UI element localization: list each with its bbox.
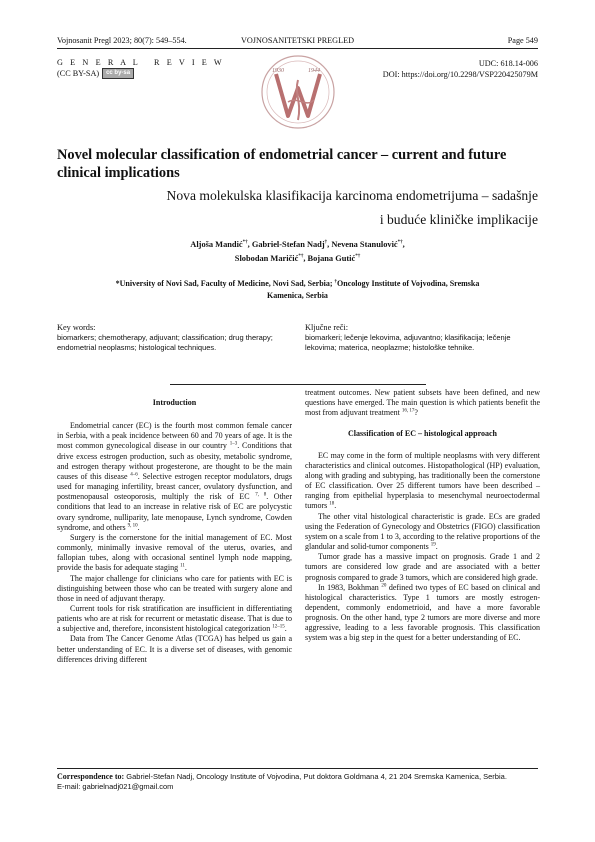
section-heading-classification: Classification of EC – histological approach xyxy=(348,429,497,439)
keywords-sr xyxy=(305,323,540,353)
citation-ref: 20 xyxy=(381,583,387,588)
author-affil-mark: *† xyxy=(355,254,361,260)
license xyxy=(57,68,134,79)
citation-ref: 7, 8 xyxy=(255,492,267,498)
author-affil-mark: *† xyxy=(242,240,248,246)
author-affil-mark: *† xyxy=(298,254,304,260)
affil-text: University of Novi Sad, Faculty of Medicine, Novi Sad, Serbia; xyxy=(119,279,333,288)
cc-by-sa-badge-icon: cc by-sa xyxy=(102,68,134,79)
running-header-page: Page 549 xyxy=(507,36,538,45)
citation-ref: 11 xyxy=(180,563,185,569)
section-heading-introduction: Introduction xyxy=(152,398,197,407)
paragraph: In 1983, Bokhman $^{20}$ defined two types of EC based on clinical and histological characteristics. Type 1 tumors are mostly estrogen-dependent, commonly endometrioid, and have a more favorable prognosis. On the other hand, type 2 tumors are more diverse and more aggressive, leading to a less favorable prognosis. This classification system was a big step in the quest for a better understanding of EC. xyxy=(305,582,540,643)
keywords-en xyxy=(57,323,297,353)
subtitle-line-1: Nova molekulska klasifikacija karcinoma endometrijuma – sadašnje xyxy=(166,188,538,203)
paragraph: Data from The Cancer Genome Atlas (TCGA) has helped us gain a better understanding of EC. It is a diverse set of diseases, with genomic differences driving different xyxy=(57,634,292,664)
citation-ref: 19 xyxy=(430,542,436,548)
keywords-text: biomarkers; chemotherapy, adjuvant; classification; drug therapy; endometrial neoplasms; histological techniques. xyxy=(57,333,273,352)
citation-ref: 12–15 xyxy=(272,624,285,630)
left-column xyxy=(57,398,292,665)
journal-logo-icon xyxy=(258,50,338,134)
paragraph: Tumor grade has a massive impact on prognosis. Grade 1 and 2 tumors are considered low grade and are associated with a better prognosis compared to grade 3 tumors, which are considered high grade. xyxy=(305,552,540,582)
subtitle-line-2: i buduće kliničke implikacije xyxy=(379,212,538,227)
author-name: Slobodan Maričić xyxy=(234,254,299,263)
author-name: Aljoša Mandić xyxy=(190,240,243,249)
paragraph: Current tools for risk stratification are insufficient in differentiating patients who are at risk for recurrent or metastatic disease. That is due to a subjective and, therefore, inconsistent histological categorization $^{12-15}$. xyxy=(57,603,292,634)
license-text: (CC BY-SA) xyxy=(57,69,100,78)
section-divider xyxy=(170,384,426,385)
header-rule xyxy=(57,48,538,49)
footer-rule xyxy=(57,768,538,769)
article-subtitle xyxy=(98,184,538,232)
udc: UDC: 618.14-006 xyxy=(478,59,538,68)
paragraph: The major challenge for clinicians who care for patients with EC is distinguishing between those who can be treated with surgery alone and those in need of adjuvant therapy. xyxy=(57,573,292,603)
author-name: Bojana Gutić xyxy=(307,254,356,263)
paragraph: The other vital histological characteristic is grade. ECs are graded using the Federation of Gynecology and Obstetrics (FIGO) classification system on a scale from 1 to 3, according to the relative proportions of the glandular and solid-tumor components $^{19}$. xyxy=(305,511,540,552)
author-affil-mark: † xyxy=(324,240,328,246)
udc-doi-block xyxy=(383,58,538,80)
citation-ref: 9, 10 xyxy=(127,523,138,529)
article-type: G E N E R A L R E V I E W xyxy=(57,58,225,67)
author-name: Gabriel-Stefan Nadj xyxy=(251,240,325,249)
citation-ref: 4–6 xyxy=(130,472,138,478)
paragraph: Endometrial cancer (EC) is the fourth most common female cancer in Serbia, with a peak incidence between 60 and 70 years of age. It is the most common gynecological disease in our country $^{1-3}$. Conditions that drive excess estrogen production, such as obesity, metabolic syndrome, and estrogen therapy without progesterone, are thought to be the main causes of this disease $^{4-6}$. Selective estrogen receptor modulators, drugs used for managing infertility, breast cancer, ovulatory dysfunction, and postmenopausal osteoporosis, multiply the risk of EC $^{7, 8}$. Other conditions that lead to an increase in relative risk of EC are polycystic ovary syndrome, nulliparity, late menopause, Lynch syndrome, Cowden syndrome, and others $^{9, 10}$. xyxy=(57,421,293,532)
correspondence-label: Correspondence to: xyxy=(57,772,125,781)
doi-link[interactable]: DOI: https://doi.org/10.2298/VSP220425079M xyxy=(382,70,538,79)
correspondence-note xyxy=(57,772,537,792)
running-header-citation: Vojnosanit Pregl 2023; 80(7): 549–554. xyxy=(57,36,187,45)
keywords-heading: Key words: xyxy=(57,323,96,332)
paragraph: Surgery is the cornerstone for the initial management of EC. Most commonly, minimally invasive removal of the uterus, ovaries, and fallopian tubes, along with occasional sentinel lymph node mapping, provide the basis for adequate staging $^{11}$. xyxy=(57,532,292,573)
article-title: Novel molecular classification of endometrial cancer – current and future clinical implications xyxy=(57,147,507,181)
author-affil-mark: *† xyxy=(397,240,403,246)
author-name: Nevena Stanulović xyxy=(331,240,398,249)
keywords-heading: Ključne reči: xyxy=(305,323,349,332)
right-column xyxy=(305,388,540,644)
author-list: Aljoša Mandić*†, Gabriel-Stefan Nadj†, Nevena Stanulović*†, Slobodan Maričić*†, Bojana Gutić*† xyxy=(190,240,405,263)
logo-year-left: 1930 xyxy=(272,68,284,74)
affiliations xyxy=(110,278,485,301)
logo-year-right: 1944 xyxy=(308,68,320,74)
correspondence-text: Gabriel-Stefan Nadj, Oncology Institute of Vojvodina, Put doktora Goldmana 4, 21 204 Sremska Kamenica, Serbia. xyxy=(124,772,507,781)
affil-text: Oncology Institute of Vojvodina, Sremska Kamenica, Serbia xyxy=(267,279,480,300)
running-header-journal: VOJNOSANITETSKI PREGLED xyxy=(240,36,355,45)
keywords-text: biomarkeri; lečenje lekovima, adjuvantno; klasifikacija; lečenje lekovima; materica, neoplazme; histološke tehnike. xyxy=(305,333,511,352)
citation-ref: 18 xyxy=(329,501,335,507)
citation-ref: 16, 17 xyxy=(401,408,415,414)
paragraph: treatment outcomes. New patient subsets have been defined, and new questions have emerged. The main question is which patients benefit the most from adjuvant treatment $^{16, 17}$? xyxy=(305,388,540,418)
paragraph: EC may come in the form of multiple neoplasms with very different characteristics and clinical outcomes. Histopathological (HP) evaluation, along with grading and subtyping, has traditionally been the cornerstone of EC classification. Over 25 different tumors have been described – ranging from epithelial hyperplasia to mesenchymal neuroectodermal tumors $^{18}$. xyxy=(305,450,540,511)
citation-ref: 1–3 xyxy=(229,441,238,447)
correspondence-email[interactable]: E-mail: gabrielnadj021@gmail.com xyxy=(57,782,174,791)
affil-mark: * xyxy=(115,279,120,288)
affil-mark: † xyxy=(334,279,338,285)
